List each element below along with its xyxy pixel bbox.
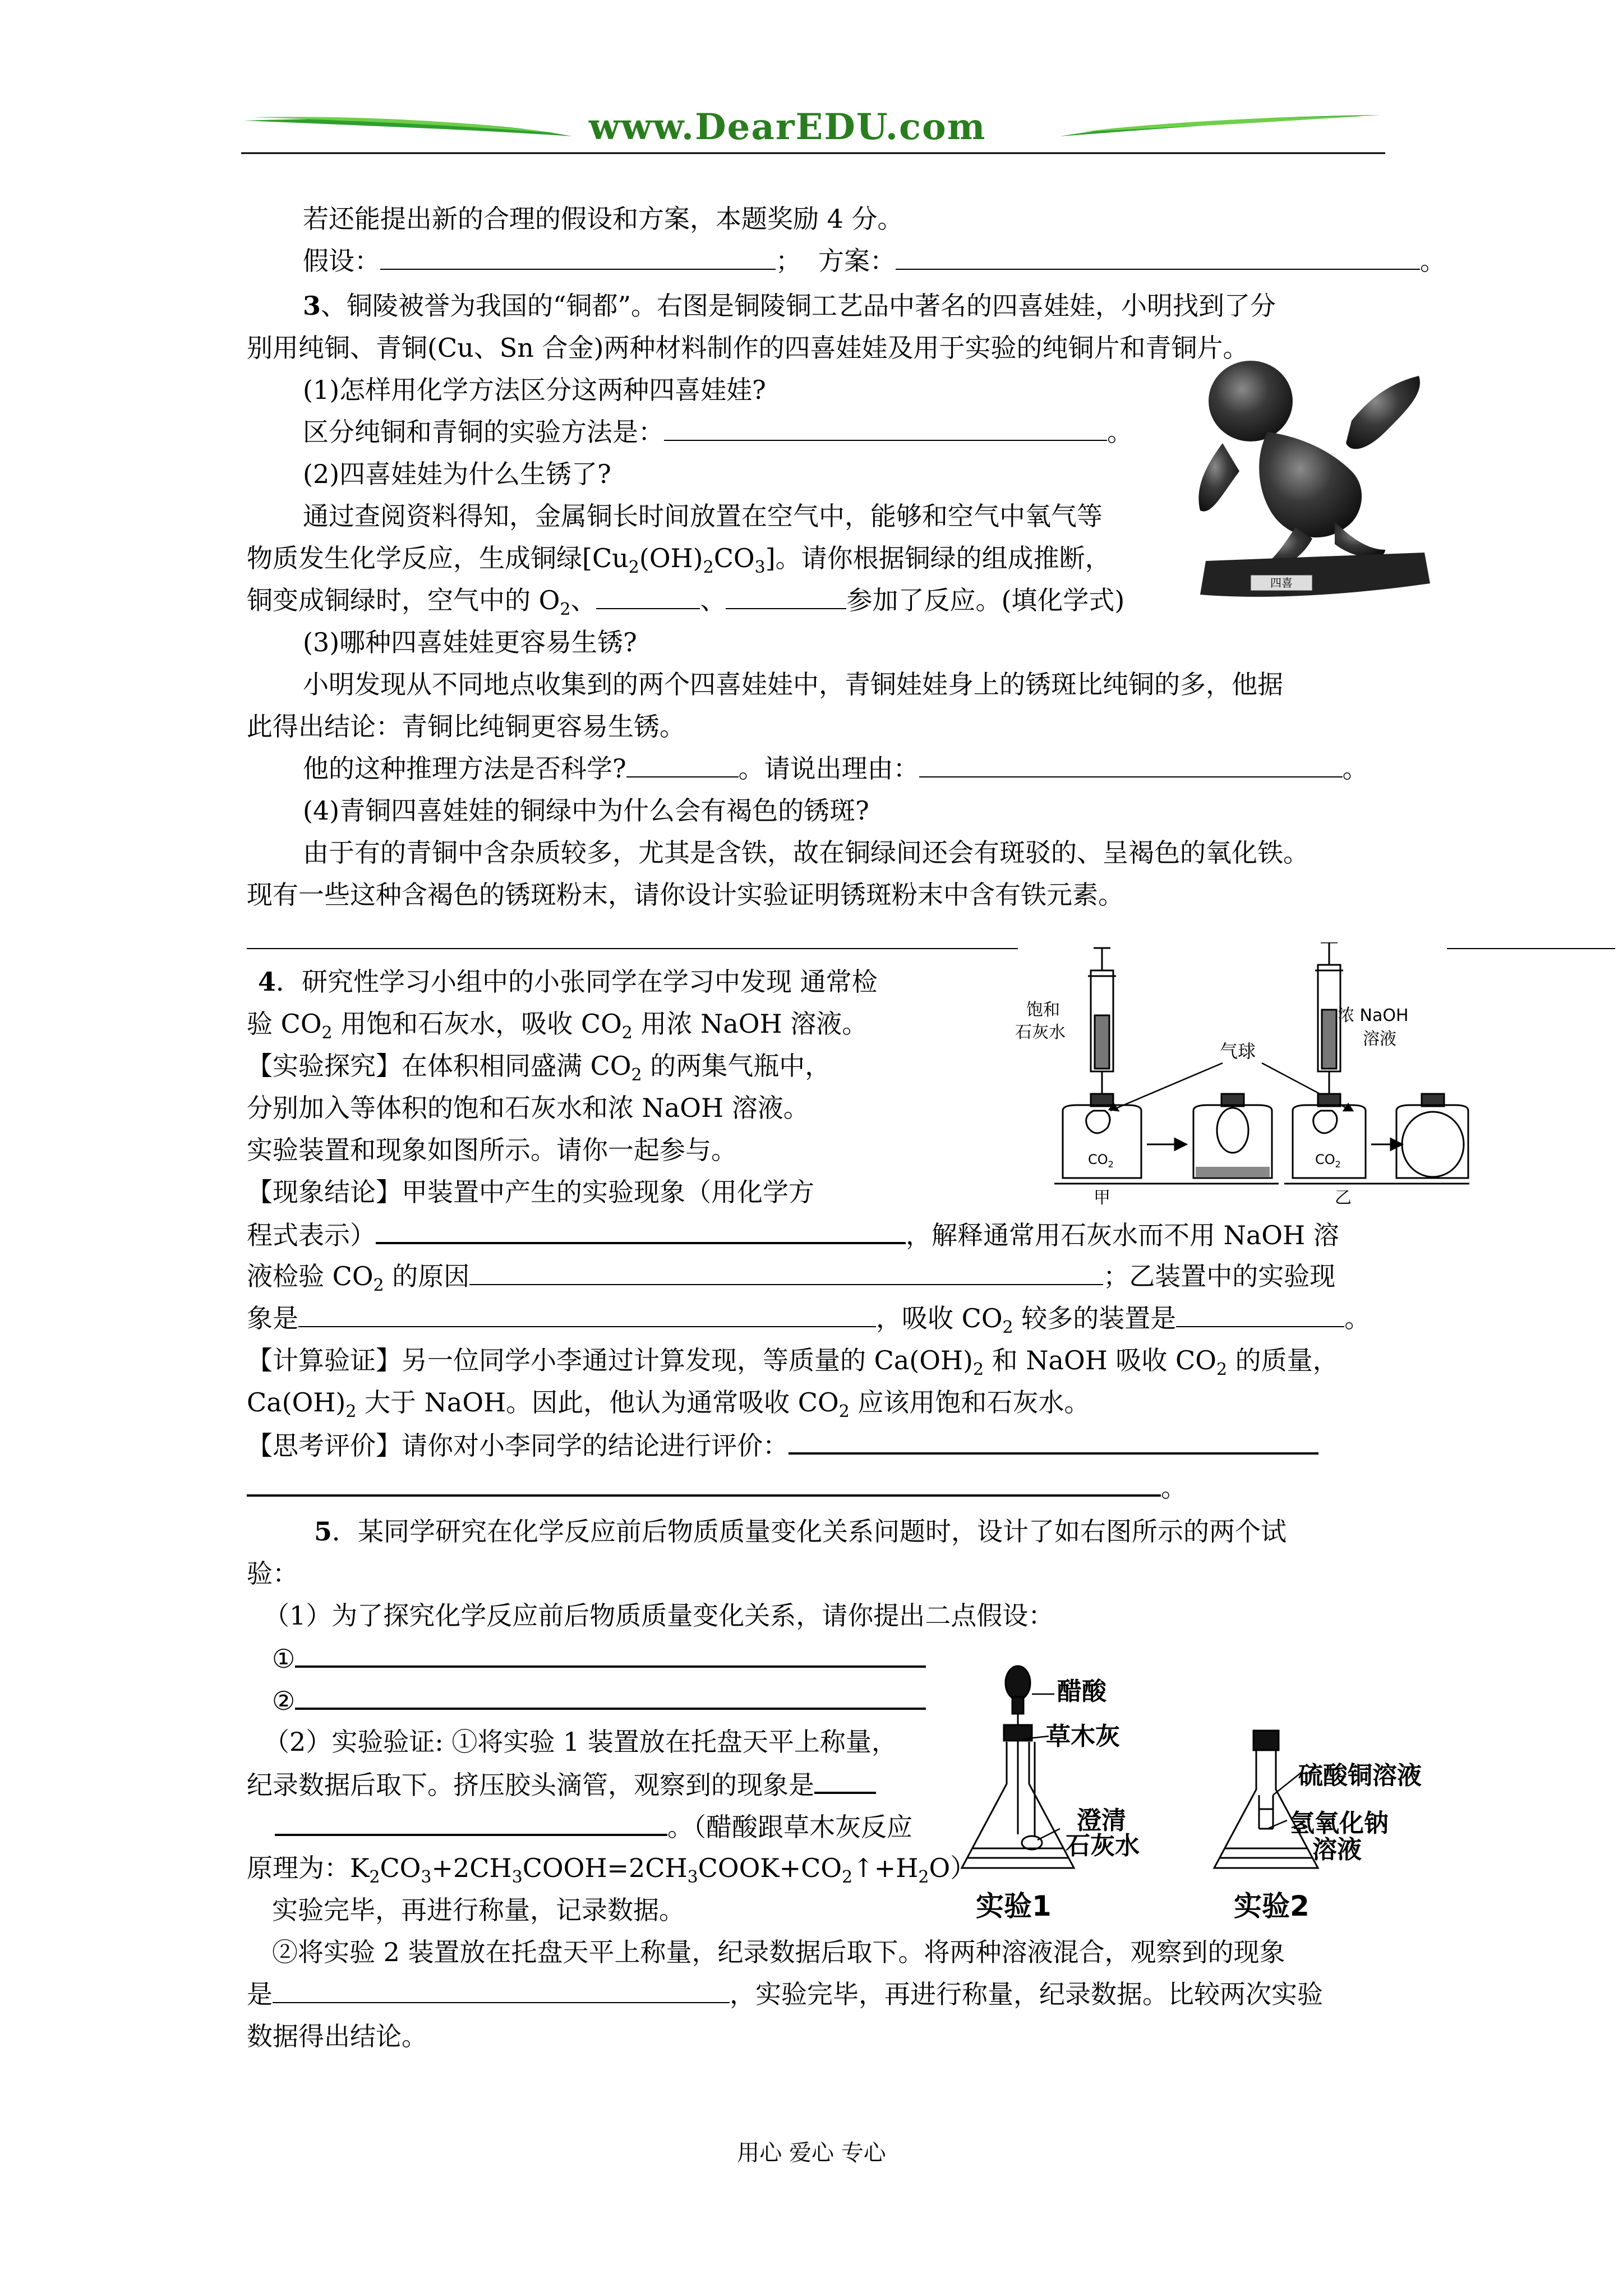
q3-part1-question: (1)怎样用化学方法区分这两种四喜娃娃? xyxy=(303,375,766,405)
q3-part2-line3: 铜变成铜绿时，空气中的 $O_2$、 、 参加了反应。(填化学式) xyxy=(247,583,1124,627)
site-header-banner xyxy=(241,106,1385,160)
q5-line2: 验： xyxy=(247,1558,298,1589)
bottle-jia-after-icon xyxy=(1193,1094,1272,1178)
q4-number: 4 xyxy=(258,967,276,997)
label-clear: 澄清 xyxy=(1077,1806,1126,1835)
bottle-yi-after-icon xyxy=(1396,1094,1468,1178)
doll-plate-text: 四喜 xyxy=(1270,576,1293,590)
q4-line6: 【现象结论】甲装置中产生的实验现象（用化学方 xyxy=(247,1177,814,1207)
label-jia: 甲 xyxy=(1094,1188,1110,1208)
plan-label: 方案： xyxy=(818,246,896,276)
label-yi: 乙 xyxy=(1335,1188,1352,1208)
q5-apparatus-figure xyxy=(953,1660,1458,1930)
q5-phenomenon-blank-1a[interactable] xyxy=(814,1767,876,1794)
q5-line13: 数据得出结论。 xyxy=(247,2021,427,2051)
q4-line8: 液检验 $CO_2$ 的原因 ；乙装置中的实验现 xyxy=(247,1259,1335,1303)
hypothesis-label: 假设： xyxy=(303,246,380,276)
q4-evaluation-blank-2[interactable] xyxy=(247,1470,1161,1497)
q3-scientific-blank[interactable] xyxy=(626,752,739,777)
q3-answer-line-left[interactable] xyxy=(247,948,1018,949)
label-sodium-hydroxide: 氢氧化钠 xyxy=(1290,1809,1389,1838)
q3-part4-line2: 现有一些这种含褐色的锈斑粉末，请你设计实验证明锈斑粉末中含有铁元素。 xyxy=(247,880,1124,910)
q5-line10: 实验完毕，再进行称量，记录数据。 xyxy=(272,1895,685,1925)
label-solution: 溶液 xyxy=(1363,1029,1396,1049)
q3-part2-question: (2)四喜娃娃为什么生锈了? xyxy=(303,459,611,489)
q3-intro-line2: 别用纯铜、青铜(Cu、Sn 合金)两种材料制作的四喜娃娃及用于实验的纯铜片和青铜片。 xyxy=(247,333,1249,363)
plan-blank[interactable] xyxy=(896,244,1420,270)
label-saturated: 饱和 xyxy=(1026,1000,1060,1020)
q5-phenomenon-blank-1b[interactable] xyxy=(275,1809,667,1836)
arrow-right-icon-2 xyxy=(1371,1139,1402,1150)
q4-line1: 4．研究性学习小组中的小张同学在学习中发现 通常检 xyxy=(258,967,878,997)
q5-line7: 纪录数据后取下。挤压胶头滴管，观察到的现象是 xyxy=(247,1767,876,1802)
q4-line13: 。 xyxy=(247,1470,1187,1504)
q3-part3-line1: 小明发现从不同地点收集到的两个四喜娃娃中，青铜娃娃身上的锈斑比纯铜的多，他据 xyxy=(303,669,1283,700)
q5-hypothesis-blank-2[interactable] xyxy=(295,1683,926,1710)
q3-part1-answer-line: 区分纯铜和青铜的实验方法是： 。 xyxy=(303,415,1133,449)
q3-part3-question: (3)哪种四喜娃娃更容易生锈? xyxy=(303,627,637,657)
flask-experiment2-icon xyxy=(1214,1731,1318,1868)
q3-part2-line2: 物质发生化学反应，生成铜绿$[Cu_2(OH)_2CO_3]$。请你根据铜绿的组成推断， xyxy=(247,543,1111,578)
q5-hypothesis-1: ① xyxy=(272,1641,926,1676)
syringe-left-icon xyxy=(1088,948,1116,1094)
q4-evaluation-blank[interactable] xyxy=(789,1428,1318,1455)
label-experiment1: 实验1 xyxy=(976,1890,1052,1922)
q5-line6: （2）实验验证: ①将实验 1 装置放在托盘天平上称量， xyxy=(264,1727,897,1757)
hypothesis-blank[interactable] xyxy=(380,244,776,270)
q3-answer-line-right[interactable] xyxy=(1447,948,1615,949)
q5-line9: 原理为：$K_2CO_3+2CH_3COOH=2CH_3COOK+CO_2↑+H_2O$） xyxy=(247,1853,976,1888)
q4-equation-blank[interactable] xyxy=(376,1217,906,1244)
page-footer: 用心 爱心 专心 xyxy=(737,2140,886,2166)
q4-phenomenon-blank[interactable] xyxy=(298,1301,876,1327)
q3-intro-line1: 3、铜陵被誉为我国的“铜都”。右图是铜陵铜工艺品中著名的四喜娃娃，小明找到了分 xyxy=(303,291,1276,321)
q4-apparatus-figure xyxy=(998,942,1469,1223)
arrow-right-icon xyxy=(1147,1139,1186,1150)
q3-number: 3 xyxy=(303,291,321,321)
q3-method-blank[interactable] xyxy=(664,415,1107,441)
q5-line3: （1）为了探究化学反应前后物质质量变化关系，请你提出二点假设： xyxy=(264,1600,1054,1631)
label-conc-naoh: 浓 NaOH xyxy=(1338,1006,1409,1025)
q3-part3-line3: 他的这种推理方法是否科学? 。请说出理由： 。 xyxy=(303,752,1368,785)
q4-line3: 【实验探究】在体积相同盛满 $CO_2$ 的两集气瓶中， xyxy=(247,1051,831,1085)
q4-line11: $Ca(OH)_2$ 大于 NaOH。因此，他认为通常吸收 $CO_2$ 应该用饱和石灰水。 xyxy=(247,1387,1090,1422)
q4-device-blank[interactable] xyxy=(1176,1301,1344,1327)
label-limewater: 石灰水 xyxy=(1015,1023,1066,1042)
q4-line7: 程式表示） ，解释通常用石灰水而不用 NaOH 溶 xyxy=(247,1217,1339,1252)
q5-line8: 。（醋酸跟草木灰反应 xyxy=(275,1809,912,1844)
q3-gas-blank-2[interactable] xyxy=(726,583,846,609)
q3-part4-question: (4)青铜四喜娃娃的铜绿中为什么会有褐色的锈斑? xyxy=(303,795,869,826)
four-happy-doll-photo xyxy=(1183,359,1436,617)
q4-line4: 分别加入等体积的饱和石灰水和浓 NaOH 溶液。 xyxy=(247,1093,809,1123)
q5-hypothesis-blank-1[interactable] xyxy=(295,1641,926,1668)
q4-line10: 【计算验证】另一位同学小李通过计算发现，等质量的 $Ca(OH)_2$ 和 NaOH 吸收 $CO_2$ 的质量， xyxy=(247,1345,1339,1380)
q3-part4-line1: 由于有的青铜中含杂质较多，尤其是含铁，故在铜绿间还会有斑驳的、呈褐色的氧化铁。 xyxy=(303,838,1309,868)
q5-number: 5 xyxy=(314,1516,333,1547)
q5-phenomenon-blank-2[interactable] xyxy=(273,1977,730,2003)
label-balloon: 气球 xyxy=(1220,1041,1256,1062)
q3-part2-line1: 通过查阅资料得知，金属铜长时间放置在空气中，能够和空气中氧气等 xyxy=(303,501,1103,531)
co2-label-jia: $CO_2$ xyxy=(1088,1152,1114,1170)
label-experiment2: 实验2 xyxy=(1234,1890,1310,1922)
q3-reason-blank[interactable] xyxy=(919,752,1343,777)
label-copper-sulfate: 硫酸铜溶液 xyxy=(1298,1761,1422,1790)
bonus-line: 若还能提出新的合理的假设和方案，本题奖励 4 分。 xyxy=(303,204,903,234)
q5-line11: ②将实验 2 装置放在托盘天平上称量，纪录数据后取下。将两种溶液混合，观察到的现象 xyxy=(272,1937,1285,1967)
q4-line5: 实验装置和现象如图所示。请你一起参与。 xyxy=(247,1135,737,1165)
label-solution: 溶液 xyxy=(1312,1835,1362,1864)
q4-line12: 【思考评价】请你对小李同学的结论进行评价： xyxy=(247,1428,1318,1462)
q4-line9: 象是 ，吸收 $CO_2$ 较多的装置是 。 xyxy=(247,1301,1370,1345)
label-limewater: 石灰水 xyxy=(1066,1832,1140,1860)
q5-line1: 5．某同学研究在化学反应前后物质质量变化关系问题时，设计了如右图所示的两个试 xyxy=(314,1516,1287,1547)
q4-reason-blank[interactable] xyxy=(469,1259,1103,1285)
q3-part3-line2: 此得出结论：青铜比纯铜更容易生锈。 xyxy=(247,711,685,742)
q5-line12: 是 ，实验完毕，再进行称量，纪录数据。比较两次实验 xyxy=(247,1977,1323,2011)
q4-line2: 验 $CO_2$ 用饱和石灰水，吸收 $CO_2$ 用浓 NaOH 溶液。 xyxy=(247,1009,868,1043)
bonus-answer-line: 假设： ； 方案： 。 xyxy=(303,244,1446,278)
label-acetic-acid: 醋酸 xyxy=(1057,1677,1106,1706)
site-name[interactable]: www.DearEDU.com xyxy=(589,106,986,148)
co2-label-yi: $CO_2$ xyxy=(1315,1152,1341,1170)
q3-gas-blank-1[interactable] xyxy=(596,583,700,609)
q5-hypothesis-2: ② xyxy=(272,1683,926,1718)
label-plant-ash: 草木灰 xyxy=(1046,1722,1120,1751)
